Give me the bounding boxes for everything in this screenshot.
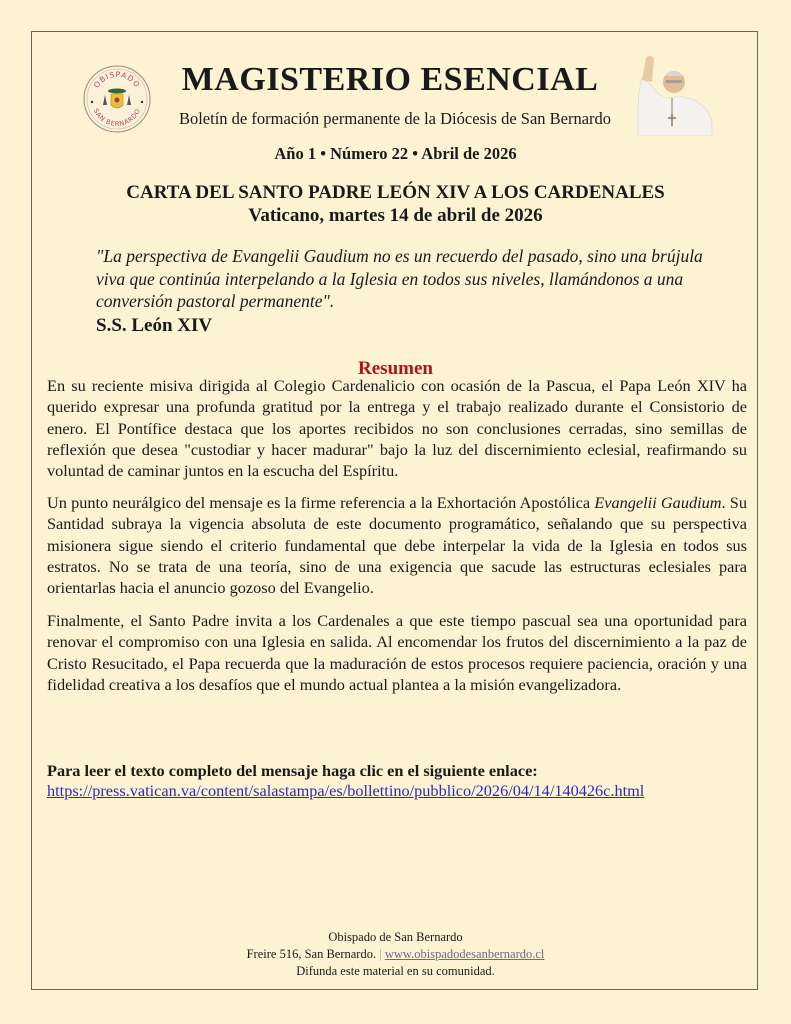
- footer-organization: Obispado de San Bernardo: [328, 930, 463, 944]
- letter-date: Vaticano, martes 14 de abril de 2026: [248, 205, 543, 226]
- quote-author: S.S. León XIV: [96, 315, 213, 336]
- footer-address: Freire 516, San Bernardo.: [246, 947, 377, 961]
- summary-paragraph-2: [47, 492, 747, 598]
- seal-top-text: OBISPADO: [91, 69, 143, 90]
- summary-paragraph-3: Finalmente, el Santo Padre invita a los Cardenales a que este tiempo pascual sea una oportunidad para renovar el compromiso con una Iglesia en salida. Al encomendar los frutos del discernimiento a la paz de Cristo Resucitado, el Papa recuerda que la maduración de estos procesos requiere paciencia, oración y una fidelidad creativa a los desafíos que el mundo actual plantea a la misión evangelizadora.: [47, 611, 747, 694]
- seal-bottom-text: SAN BERNARDO: [91, 107, 143, 129]
- letter-title: CARTA DEL SANTO PADRE LEÓN XIV A LOS CARDENALES: [126, 182, 665, 203]
- pope-photo: [628, 52, 714, 136]
- paragraph-2-text-end: . Su Santidad subraya la vigencia absoluta de este documento programático, señalando que su perspectiva misionera sigue siendo el criterio fundamental que debe interpelar la vida de la Iglesia en todos sus estratos. No se trata de una teoría, sino de una exigencia que sacude las estructuras eclesiales para orientarlas hacia el anuncio gozoso del Evangelio.: [47, 493, 747, 598]
- summary-paragraph-1: En su reciente misiva dirigida al Colegio Cardenalicio con ocasión de la Pascua, el Papa León XIV ha querido expresar una profunda gratitud por la entrega y el trabajo realizado durante el Consistorio de enero. El Pontífice destaca que los aportes recibidos no son conclusiones cerradas, sino semillas de reflexión que desea "custodiar y hacer madurar" bajo la luz del discernimiento eclesial, reafirmando su voluntad de caminar juntos en la escucha del Espíritu.: [47, 376, 747, 481]
- footer-call-to-action: Difunda este material en su comunidad.: [296, 964, 495, 978]
- newsletter-title: MAGISTERIO ESENCIAL: [181, 61, 599, 98]
- issue-info: Año 1 • Número 22 • Abril de 2026: [274, 144, 517, 163]
- paragraph-2-text-start: Un punto neurálgico del mensaje es la firme referencia a la Exhortación Apostólica: [47, 493, 595, 512]
- full-text-link[interactable]: https://press.vatican.va/content/salastampa/es/bollettino/pubblico/2026/04/14/140426c.html: [47, 781, 645, 800]
- newsletter-subtitle: Boletín de formación permanente de la Diócesis de San Bernardo: [178, 109, 612, 128]
- footer-contact-line: [0, 946, 791, 963]
- summary-heading: Resumen: [358, 358, 433, 379]
- featured-quote: "La perspectiva de Evangelii Gaudium no es un recuerdo del pasado, sino una brújula viva que continúa interpelando a la Iglesia en todos sus niveles, llamándonos a una conversión pastoral permanente".: [96, 246, 703, 311]
- read-more-label: Para leer el texto completo del mensaje haga clic en el siguiente enlace:: [47, 761, 538, 780]
- footer-separator: |: [379, 947, 382, 961]
- diocese-seal-logo: [83, 65, 151, 133]
- footer: [0, 929, 791, 980]
- document-title-italic: Evangelii Gaudium: [594, 493, 722, 512]
- website-link[interactable]: www.obispadodesanbernardo.cl: [384, 947, 545, 961]
